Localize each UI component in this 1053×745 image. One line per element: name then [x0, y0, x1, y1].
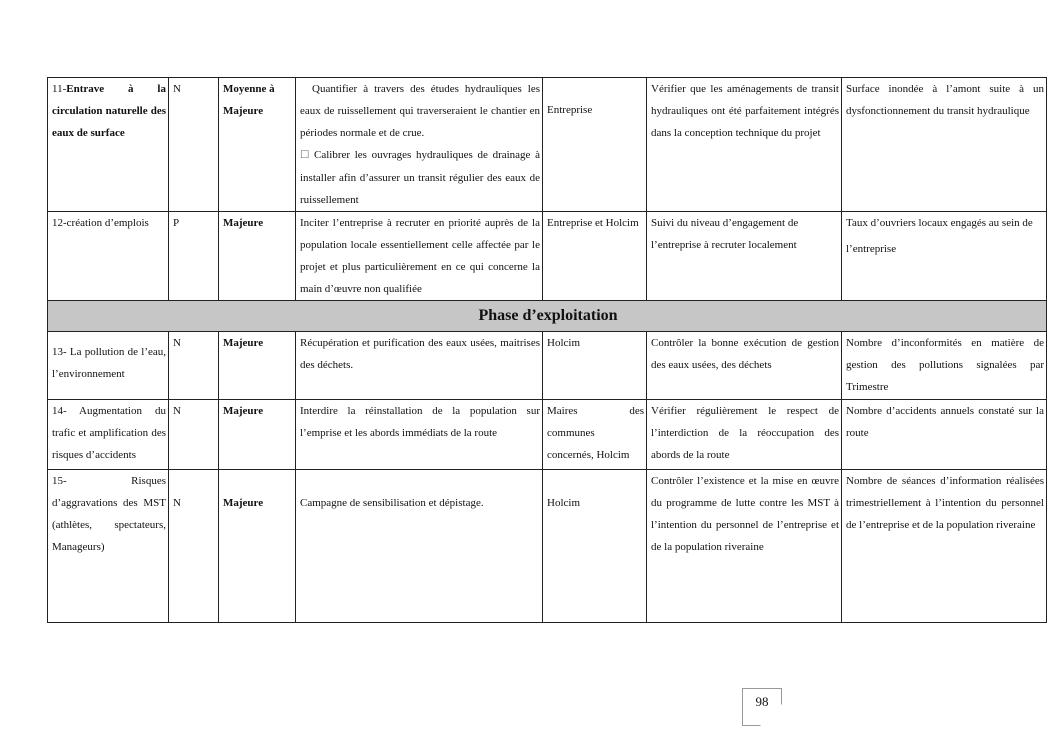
page-number: 98: [755, 694, 769, 709]
importance-cell: Majeure: [219, 212, 296, 301]
indicateur-cell: Nombre de séances d’information réalisées trimestriellement à l’intention du personnel de l’entreprise et de la population riveraine: [842, 470, 1047, 623]
nature-cell: N: [169, 78, 219, 212]
table-row: [48, 212, 1047, 301]
responsable-cell: Entreprise: [543, 78, 647, 212]
suivi-cell: Contrôler l’existence et la mise en œuvre du programme de lutte contre les MST à l’intention du personnel de l’entreprise et de la population riveraine: [647, 470, 842, 623]
indicateur-cell: Taux d’ouvriers locaux engagés au sein de l’entreprise: [842, 212, 1047, 301]
mesure-cell: Récupération et purification des eaux usées, maitrises des déchets.: [296, 332, 543, 400]
page-fold-icon: [760, 704, 782, 726]
section-header-row: [48, 301, 1047, 332]
responsable-cell: Entreprise et Holcim: [543, 212, 647, 301]
page-number-box: [742, 688, 782, 726]
mesure-cell: Quantifier à travers des études hydrauliques les eaux de ruissellement qui traverseraient le chantier en périodes normale et de crue. ☐ Calibrer les ouvrages hydrauliques de drainage à installer afin d’assurer un transit régulier des eaux de ruissellement: [296, 78, 543, 212]
mesure-cell: Interdire la réinstallation de la population sur l’emprise et les abords immédiats de la route: [296, 400, 543, 470]
impact-cell: 14- Augmentation du trafic et amplification des risques d’accidents: [48, 400, 169, 470]
suivi-cell: Contrôler la bonne exécution de gestion des eaux usées, des déchets: [647, 332, 842, 400]
section-title: Phase d’exploitation: [48, 301, 1047, 332]
checkbox-bullet-icon: ☐: [300, 150, 314, 161]
responsable-cell: Holcim: [543, 470, 647, 623]
responsable-cell: Holcim: [543, 332, 647, 400]
importance-cell: Majeure: [219, 332, 296, 400]
impact-cell: 12-création d’emplois: [48, 212, 169, 301]
indicateur-cell: Surface inondée à l’amont suite à un dysfonctionnement du transit hydraulique: [842, 78, 1047, 212]
indicateur-cell: Nombre d’inconformités en matière de gestion des pollutions signalées par Trimestre: [842, 332, 1047, 400]
suivi-cell: Suivi du niveau d’engagement de l’entreprise à recruter localement: [647, 212, 842, 301]
importance-cell: Moyenne à Majeure: [219, 78, 296, 212]
impact-cell: 15- Risques d’aggravations des MST (athlètes, spectateurs, Manageurs): [48, 470, 169, 623]
table-row: [48, 400, 1047, 470]
importance-cell: Majeure: [219, 400, 296, 470]
table-row: [48, 332, 1047, 400]
nature-cell: N: [169, 400, 219, 470]
mesure-cell: Campagne de sensibilisation et dépistage.: [296, 470, 543, 623]
importance-cell: Majeure: [219, 470, 296, 623]
mesure-cell: Inciter l’entreprise à recruter en priorité auprès de la population locale essentiellement celle affectée par le projet et plus particulièrement en ce qui concerne la main d’œuvre non qualifiée: [296, 212, 543, 301]
table-row: [48, 470, 1047, 623]
environmental-management-table: [47, 77, 1047, 623]
suivi-cell: Vérifier que les aménagements de transit hydrauliques ont été parfaitement intégrés dans la conception technique du projet: [647, 78, 842, 212]
nature-cell: P: [169, 212, 219, 301]
nature-cell: N: [169, 470, 219, 623]
impact-cell: 13- La pollution de l’eau, l’environnement: [48, 332, 169, 400]
indicateur-cell: Nombre d’accidents annuels constaté sur la route: [842, 400, 1047, 470]
nature-cell: N: [169, 332, 219, 400]
suivi-cell: Vérifier régulièrement le respect de l’interdiction de la réoccupation des abords de la route: [647, 400, 842, 470]
table-row: [48, 78, 1047, 212]
responsable-cell: Maires des communes concernés, Holcim: [543, 400, 647, 470]
impact-cell: 11-Entrave à la circulation naturelle des eaux de surface: [48, 78, 169, 212]
